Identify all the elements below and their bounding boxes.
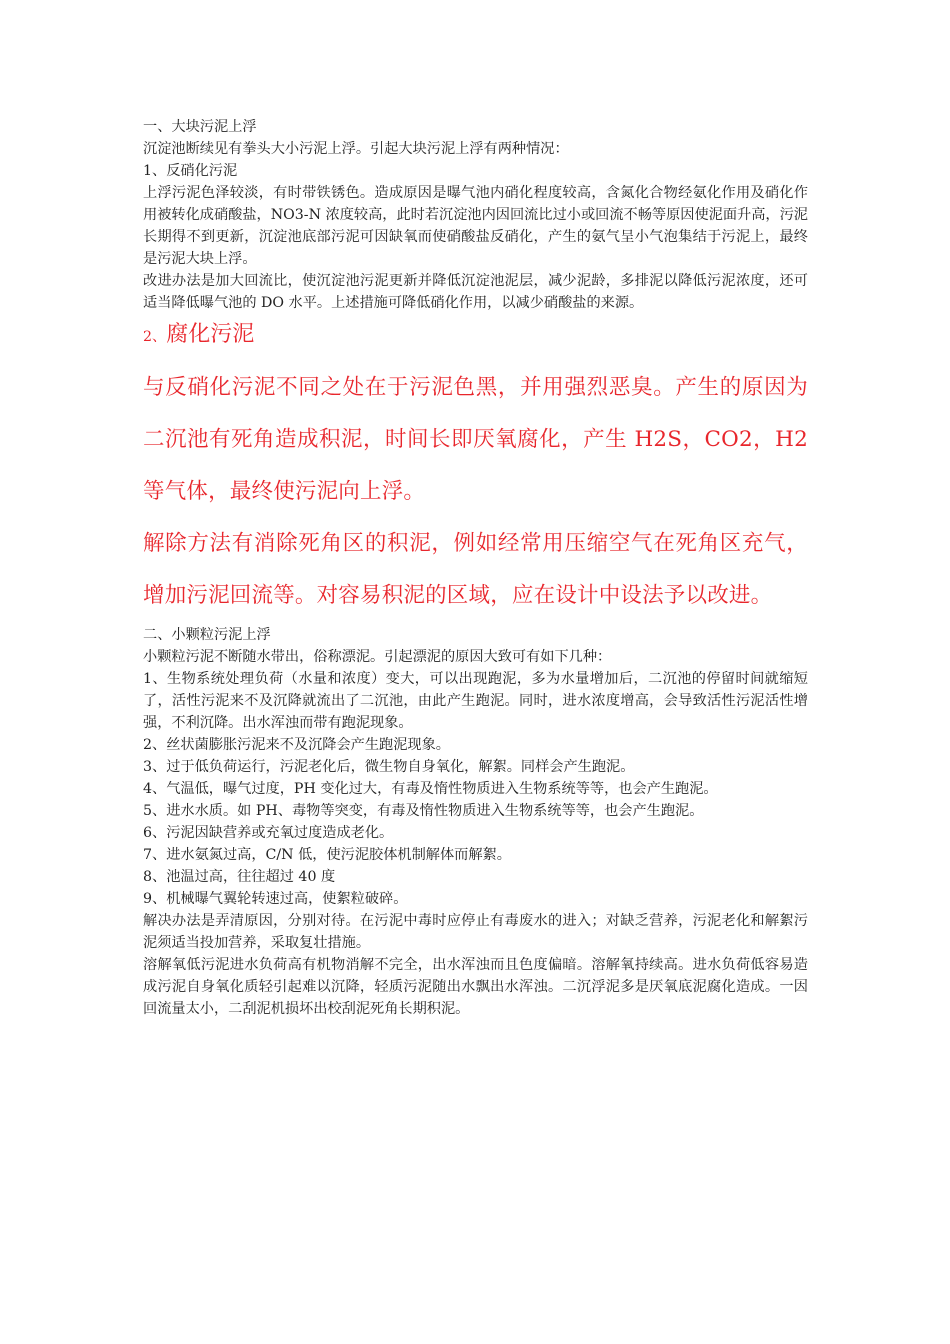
section1-sub2-fix: 解除方法有消除死角区的积泥，例如经常用压缩空气在死角区充气，增加污泥回流等。对容易积泥的区域，应在设计中设法予以改进。 (143, 531, 808, 608)
section2-solution: 解决办法是弄清原因，分别对待。在污泥中毒时应停止有毒废水的进入；对缺乏营养，污泥老化和解絮污泥须适当投加营养，采取复壮措施。 (143, 913, 808, 951)
section2-item: 1、生物系统处理负荷（水量和浓度）变大，可以出现跑泥，多为水量增加后，二沉池的停留时间就缩短了，活性污泥来不及沉降就流出了二沉池，由此产生跑泥。同时，进水浓度增高，会导致活性污泥活性增强，不利沉降。出水浑浊而带有跑泥现象。 (143, 671, 808, 731)
section2-item: 3、过于低负荷运行，污泥老化后，微生物自身氧化，解絮。同样会产生跑泥。 (143, 759, 635, 775)
section1-title: 一、大块污泥上浮 (143, 119, 257, 135)
section1-sub2-title: 腐化污泥 (166, 322, 255, 347)
section2-note: 溶解氧低污泥进水负荷高有机物消解不完全，出水浑浊而且色度偏暗。溶解氧持续高。进水负荷低容易造成污泥自身氧化质轻引起难以沉降，轻质污泥随出水飘出水浑浊。二沉浮泥多是厌氧底泥腐化造成。一因回流量太小，二刮泥机损坏出校刮泥死角长期积泥。 (143, 957, 808, 1017)
document-body (143, 116, 808, 1020)
section1-intro: 沉淀池断续见有拳头大小污泥上浮。引起大块污泥上浮有两种情况： (143, 141, 569, 157)
section1-sub2-desc: 与反硝化污泥不同之处在于污泥色黑，并用强烈恶臭。产生的原因为二沉池有死角造成积泥，时间长即厌氧腐化，产生 H2S，CO2，H2 等气体，最终使污泥向上浮。 (143, 375, 808, 504)
section2-item: 7、进水氨氮过高，C/N 低，使污泥胶体机制解体而解絮。 (143, 847, 511, 863)
section2-item: 9、机械曝气翼轮转速过高，使絮粒破碎。 (143, 891, 408, 907)
section2-item: 4、气温低，曝气过度，PH 变化过大，有毒及惰性物质进入生物系统等等，也会产生跑泥。 (143, 781, 718, 797)
section1-sub2-num: 2、 (143, 329, 167, 345)
section1-sub1-fix: 改进办法是加大回流比，使沉淀池污泥更新并降低沉淀池泥层，减少泥龄，多排泥以降低污泥浓度，还可适当降低曝气池的 DO 水平。上述措施可降低硝化作用，以减少硝酸盐的来源。 (143, 273, 808, 311)
section2-item: 6、污泥因缺营养或充氧过度造成老化。 (143, 825, 394, 841)
section2-item: 2、丝状菌膨胀污泥来不及沉降会产生跑泥现象。 (143, 737, 450, 753)
section2-title: 二、小颗粒污泥上浮 (143, 627, 271, 643)
section2-intro: 小颗粒污泥不断随水带出，俗称漂泥。引起漂泥的原因大致可有如下几种： (143, 649, 612, 665)
section1-sub2-heading (143, 320, 808, 352)
section1-sub1-title: 1、反硝化污泥 (143, 163, 238, 179)
section2-item: 5、进水水质。如 PH、毒物等突变，有毒及惰性物质进入生物系统等等，也会产生跑泥。 (143, 803, 704, 819)
section2-item: 8、池温过高，往往超过 40 度 (143, 869, 336, 885)
section1-sub1-desc: 上浮污泥色泽较淡，有时带铁锈色。造成原因是曝气池内硝化程度较高，含氮化合物经氨化作用及硝化作用被转化成硝酸盐，NO3-N 浓度较高，此时若沉淀池内因回流比过小或回流不畅等原因使泥面升高，污泥长期得不到更新，沉淀池底部污泥可因缺氧而使硝酸盐反硝化，产生的氨气呈小气泡集结于污泥上，最终是污泥大块上浮。 (143, 185, 808, 267)
